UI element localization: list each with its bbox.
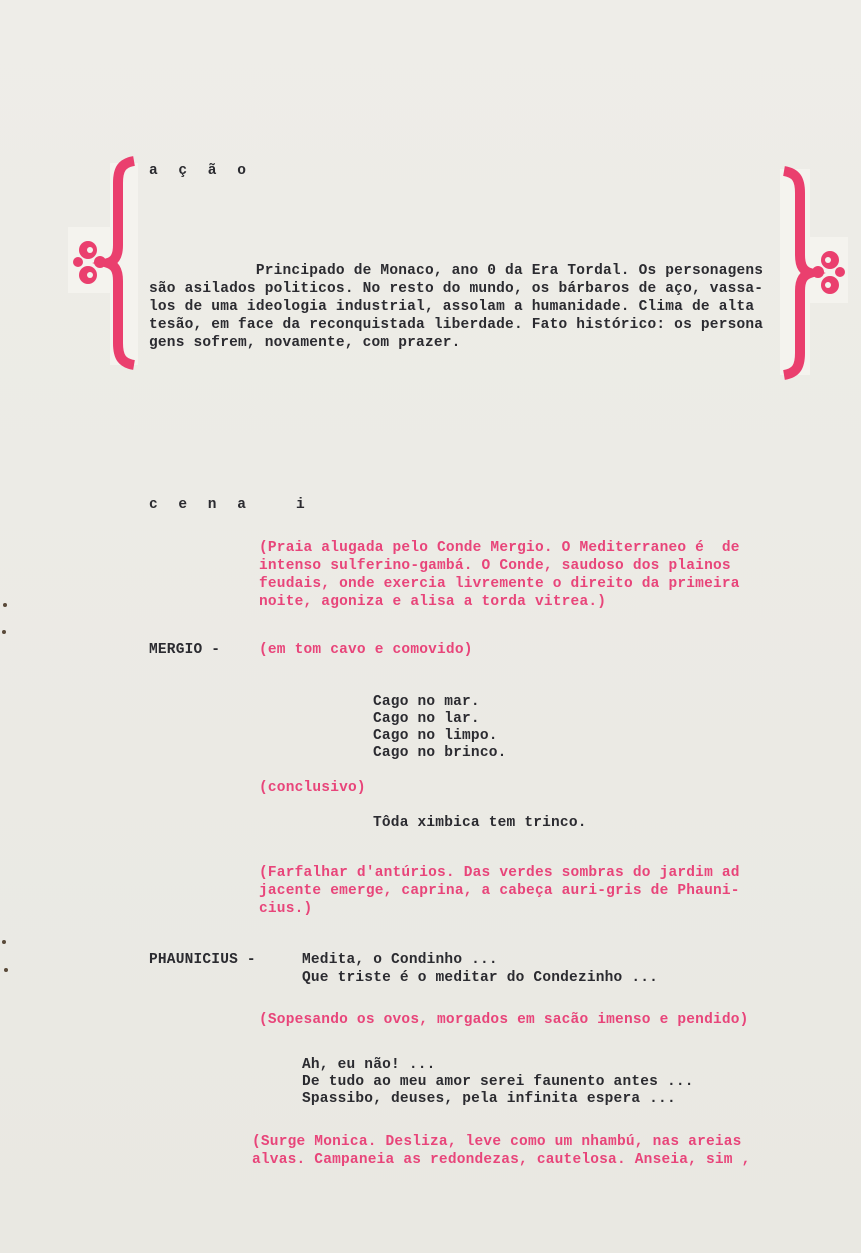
verse-line: Cago no mar.	[373, 694, 480, 710]
verse-line: Cago no lar.	[373, 711, 480, 727]
stage-direction-line: intenso sulferino-gambá. O Conde, saudoso dos plainos	[259, 558, 731, 574]
paper-speck	[3, 603, 7, 607]
dialogue-line: Medita, o Condinho ...	[302, 952, 498, 968]
paper-speck	[2, 940, 6, 944]
section-title: a ç ã o	[149, 163, 252, 179]
stage-direction-line: noite, agoniza e alisa a torda vitrea.)	[259, 594, 607, 610]
intro-line: tesão, em face da reconquistada liberdade. Fato histórico: os persona	[149, 317, 764, 333]
verse-line: Tôda ximbica tem trinco.	[373, 815, 587, 831]
scene-title: c e n a i	[149, 497, 311, 513]
phaunicius-direction: (Sopesando os ovos, morgados em sacão imenso e pendido)	[259, 1012, 749, 1028]
verse-line: Ah, eu não! ...	[302, 1057, 436, 1073]
intro-line: são asilados politicos. No resto do mundo, os bárbaros de aço, vassa-	[149, 281, 764, 297]
mergio-direction-conclusive: (conclusivo)	[259, 780, 366, 796]
stage-direction-line: feudais, onde exercia livremente o direito da primeira	[259, 576, 740, 592]
stage-direction-line: (Farfalhar d'antúrios. Das verdes sombras do jardim ad	[259, 865, 740, 881]
intro-line: gens sofrem, novamente, com prazer.	[149, 335, 461, 351]
speaker-mergio: MERGIO -	[149, 642, 221, 658]
paper-speck	[4, 968, 8, 972]
verse-line: Cago no limpo.	[373, 728, 498, 744]
stage-direction-line: cius.)	[259, 901, 313, 917]
intro-line: los de uma ideologia industrial, assolam a humanidade. Clima de alta	[149, 299, 755, 315]
dialogue-line: Que triste é o meditar do Condezinho ...	[302, 970, 659, 986]
stage-direction-line: (Surge Monica. Desliza, leve como um nhambú, nas areias	[252, 1134, 742, 1150]
paper-speck	[2, 630, 6, 634]
verse-line: Spassibo, deuses, pela infinita espera ...	[302, 1091, 676, 1107]
intro-line: Principado de Monaco, ano 0 da Era Tordal. Os personagens	[149, 263, 764, 279]
mergio-direction: (em tom cavo e comovido)	[259, 642, 473, 658]
stage-direction-line: (Praia alugada pelo Conde Mergio. O Mediterraneo é de	[259, 540, 740, 556]
verse-line: De tudo ao meu amor serei faunento antes ...	[302, 1074, 694, 1090]
stage-direction-line: alvas. Campaneia as redondezas, cautelosa. Anseia, sim ,	[252, 1152, 751, 1168]
speaker-phaunicius: PHAUNICIUS -	[149, 952, 256, 968]
right-brace-ornament	[776, 165, 852, 380]
stage-direction-line: jacente emerge, caprina, a cabeça auri-gris de Phauni-	[259, 883, 740, 899]
left-brace-ornament	[66, 155, 144, 370]
verse-line: Cago no brinco.	[373, 745, 507, 761]
